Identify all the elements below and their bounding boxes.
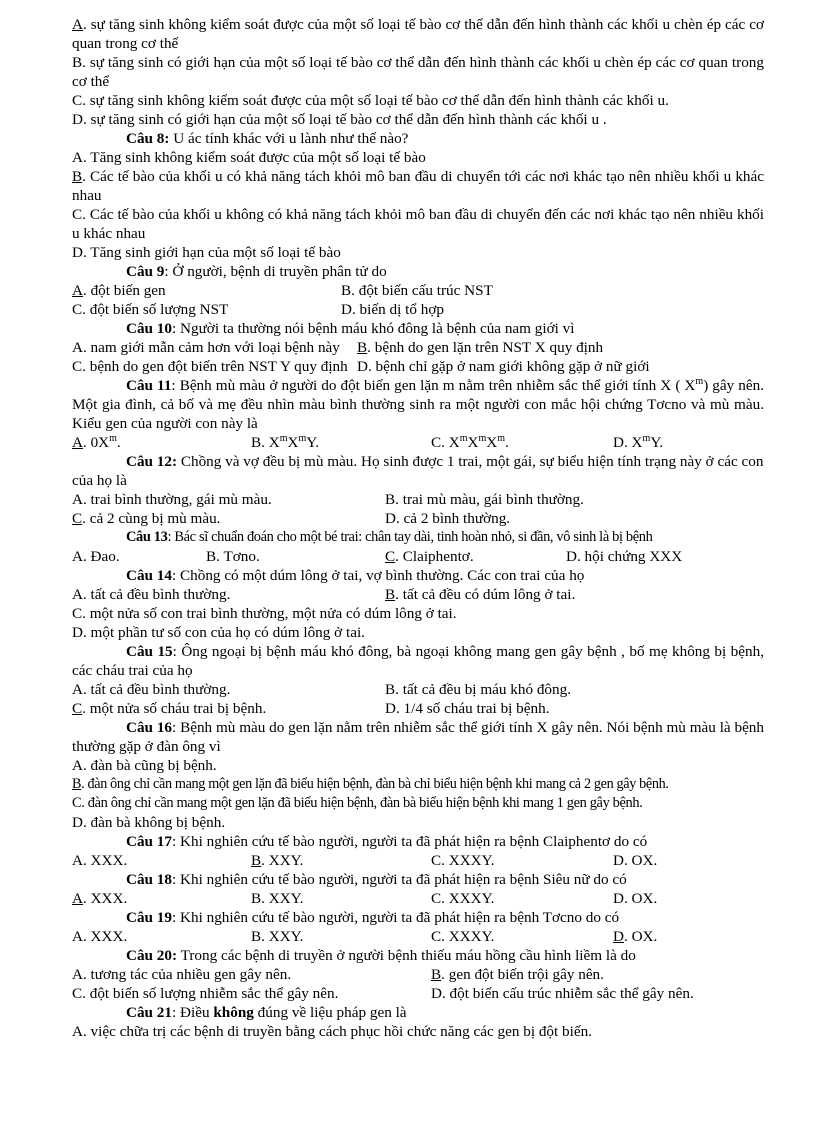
q10-option-d: D. bệnh chỉ gặp ở nam giới không gặp ở nữ giới — [357, 358, 650, 375]
q10-options-row2 — [72, 357, 764, 376]
q21-stem: Câu 21: Điều không đúng về liệu pháp gen là — [126, 1004, 407, 1021]
q20-option-a: A. tương tác của nhiều gen gây nên. — [72, 966, 292, 983]
q11-option-c: C. $X^mX^mX^m$. — [431, 432, 509, 451]
q17-stem: Câu 17: Khi nghiên cứu tế bào người, người ta đã phát hiện ra bệnh Claiphentơ do có — [126, 833, 648, 850]
q20-options-row1 — [72, 965, 764, 984]
q13-options-row — [72, 547, 764, 566]
q8-option-c: C. Các tế bào của khối u không có khả năng tách khỏi mô ban đầu di chuyển đến các nơi khác tạo nên nhiều khối u khác nhau — [72, 206, 764, 242]
q17-option-d: D. OX. — [613, 852, 658, 869]
q15-options-row2 — [72, 699, 764, 718]
q15-options-row1 — [72, 680, 764, 699]
q7-option-b: B. sự tăng sinh có giới hạn của một số loại tế bào cơ thể dẫn đến hình thành các khối u chèn ép các cơ quan trong cơ thể — [72, 54, 764, 90]
q18-option-c: C. XXXY. — [431, 890, 495, 907]
q8-stem: Câu 8: U ác tính khác với u lành như thế nào? — [126, 130, 409, 147]
q13-option-a: A. Đao. — [72, 548, 120, 565]
q16-option-c: C. đàn ông chỉ cần mang một gen lặn đã biểu hiện bệnh, đàn bà biểu hiện bệnh khi mang 1 gen gây bệnh. — [72, 795, 643, 811]
q12-option-b: B. trai mù màu, gái bình thường. — [385, 491, 584, 508]
q10-option-b: B. bệnh do gen lặn trên NST X quy định — [357, 339, 604, 356]
q20-option-d: D. đột biến cấu trúc nhiễm sắc thể gây nên. — [431, 985, 694, 1002]
q18-option-b: B. XXY. — [251, 890, 304, 907]
q12-option-c: C. cả 2 cùng bị mù màu. — [72, 510, 221, 527]
q14-option-b: B. tất cả đều có dúm lông ở tai. — [385, 586, 576, 603]
q16-option-b: B. đàn ông chỉ cần mang một gen lặn đã biểu hiện bệnh, đàn bà chỉ biểu hiện bệnh khi mang cả 2 gen gây bệnh. — [72, 776, 669, 792]
q9-options-row1 — [72, 281, 764, 300]
q9-option-d: D. biến dị tổ hợp — [341, 301, 444, 318]
q14-option-a: A. tất cả đều bình thường. — [72, 586, 231, 603]
q11-options-row — [72, 433, 764, 452]
q20-stem: Câu 20: Trong các bệnh di truyền ở người bệnh thiếu máu hồng cầu hình liềm là do — [126, 947, 636, 964]
q13-option-c: C. Claiphentơ. — [385, 548, 474, 565]
q21-option-a: A. việc chữa trị các bệnh di truyền bằng cách phục hồi chức năng các gen bị đột biến. — [72, 1023, 592, 1040]
q20-option-c: C. đột biến số lượng nhiễm sắc thể gây nên. — [72, 985, 339, 1002]
q17-option-b: B. XXY. — [251, 852, 304, 869]
q10-option-a: A. nam giới mẫn cảm hơn với loại bệnh này — [72, 339, 340, 356]
q18-options-row — [72, 889, 764, 908]
q7-option-c: C. sự tăng sinh không kiểm soát được của một số loại tế bào cơ thể dẫn đến hình thành các khối u. — [72, 92, 669, 109]
q19-option-b: B. XXY. — [251, 928, 304, 945]
q18-option-d: D. OX. — [613, 890, 658, 907]
q10-option-c: C. bệnh do gen đột biến trên NST Y quy định — [72, 358, 348, 375]
q14-stem: Câu 14: Chồng có một dúm lông ở tai, vợ bình thường. Các con trai của họ — [126, 567, 585, 584]
q15-option-b: B. tất cả đều bị máu khó đông. — [385, 681, 572, 698]
q17-option-a: A. XXX. — [72, 852, 128, 869]
q13-stem: Câu 13: Bác sĩ chuẩn đoán cho một bé trai: chân tay dài, tinh hoàn nhỏ, si đần, vô sinh là bị bệnh — [126, 529, 653, 545]
q19-option-d: D. OX. — [613, 928, 658, 945]
q19-stem: Câu 19: Khi nghiên cứu tế bào người, người ta đã phát hiện ra bệnh Tơcno do có — [126, 909, 620, 926]
q8-option-a: A. Tăng sinh không kiểm soát được của một số loại tế bào — [72, 149, 426, 166]
q9-option-a: A. đột biến gen — [72, 282, 166, 299]
q15-option-a: A. tất cả đều bình thường. — [72, 681, 231, 698]
q13-option-b: B. Tơno. — [206, 548, 260, 565]
q16-option-d: D. đàn bà không bị bệnh. — [72, 814, 226, 831]
q20-option-b: B. gen đột biến trội gây nên. — [431, 966, 604, 983]
q19-option-c: C. XXXY. — [431, 928, 495, 945]
q7-option-d: D. sự tăng sinh có giới hạn của một số loại tế bào cơ thể dẫn đến hình thành các khối u . — [72, 111, 607, 128]
q8-option-b: B. Các tế bào của khối u có khả năng tách khỏi mô ban đầu di chuyển tới các nơi khác tạo nên nhiều khối u khác nhau — [72, 168, 764, 204]
q7-option-a: A. sự tăng sinh không kiểm soát được của một số loại tế bào cơ thể dẫn đến hình thành các khối u chèn ép các cơ quan trong cơ thể — [72, 16, 765, 52]
q8-option-d: D. Tăng sinh giới hạn của một số loại tế bào — [72, 244, 341, 261]
q11-stem: Câu 11: Bệnh mù màu ở người do đột biến gen lặn m nằm trên nhiễm sắc thể giới tính X ( $X^m$) gây nên. Một gia đình, cả bố và mẹ đều nhìn màu bình thường sinh ra một người con mắc hội chứng Tơcno và mù màu. Kiểu gen của người con này là — [72, 375, 764, 432]
q10-options-row1 — [72, 338, 764, 357]
q17-options-row — [72, 851, 764, 870]
q11-option-d: D. $X^mY$. — [613, 432, 664, 451]
q12-options-row1 — [72, 490, 764, 509]
q10-stem: Câu 10: Người ta thường nói bệnh máu khó đông là bệnh của nam giới vì — [126, 320, 575, 337]
q17-option-c: C. XXXY. — [431, 852, 495, 869]
q15-option-c: C. một nửa số cháu trai bị bệnh. — [72, 700, 267, 717]
q14-options-row1 — [72, 585, 764, 604]
q18-stem: Câu 18: Khi nghiên cứu tế bào người, người ta đã phát hiện ra bệnh Siêu nữ do có — [126, 871, 627, 888]
q18-option-a: A. XXX. — [72, 890, 128, 907]
q15-stem: Câu 15: Ông ngoại bị bệnh máu khó đông, bà ngoại không mang gen gây bệnh , bố mẹ không bị bệnh, các cháu trai của họ — [72, 643, 765, 679]
q9-option-b: B. đột biến cấu trúc NST — [341, 282, 493, 299]
q16-stem: Câu 16: Bệnh mù màu do gen lặn nằm trên nhiễm sắc thể giới tính X gây nên. Nói bệnh mù màu là bệnh thường gặp ở đàn ông vì — [72, 719, 764, 755]
correct-answer-marker: A — [72, 16, 83, 33]
q13-option-d: D. hội chứng XXX — [566, 548, 683, 565]
q9-options-row2 — [72, 300, 764, 319]
q14-option-d: D. một phần tư số con của họ có dúm lông ở tai. — [72, 624, 365, 641]
q20-options-row2 — [72, 984, 764, 1003]
q12-stem: Câu 12: Chồng và vợ đều bị mù màu. Họ sinh được 1 trai, một gái, sự biểu hiện tính trạng này ở các con của họ là — [72, 453, 764, 489]
q12-options-row2 — [72, 509, 764, 528]
q14-option-c: C. một nửa số con trai bình thường, một nửa có dúm lông ở tai. — [72, 605, 457, 622]
q12-option-a: A. trai bình thường, gái mù màu. — [72, 491, 272, 508]
q9-stem: Câu 9: Ở người, bệnh di truyền phân tử do — [126, 263, 387, 280]
q11-option-a: A. $0X^m$. — [72, 432, 121, 451]
q12-option-d: D. cả 2 bình thường. — [385, 510, 511, 527]
q19-option-a: A. XXX. — [72, 928, 128, 945]
q16-option-a: A. đàn bà cũng bị bệnh. — [72, 757, 217, 774]
q15-option-d: D. 1/4 số cháu trai bị bệnh. — [385, 700, 550, 717]
q19-options-row — [72, 927, 764, 946]
q9-option-c: C. đột biến số lượng NST — [72, 301, 229, 318]
q11-option-b: B. $X^mX^mY$. — [251, 432, 320, 451]
